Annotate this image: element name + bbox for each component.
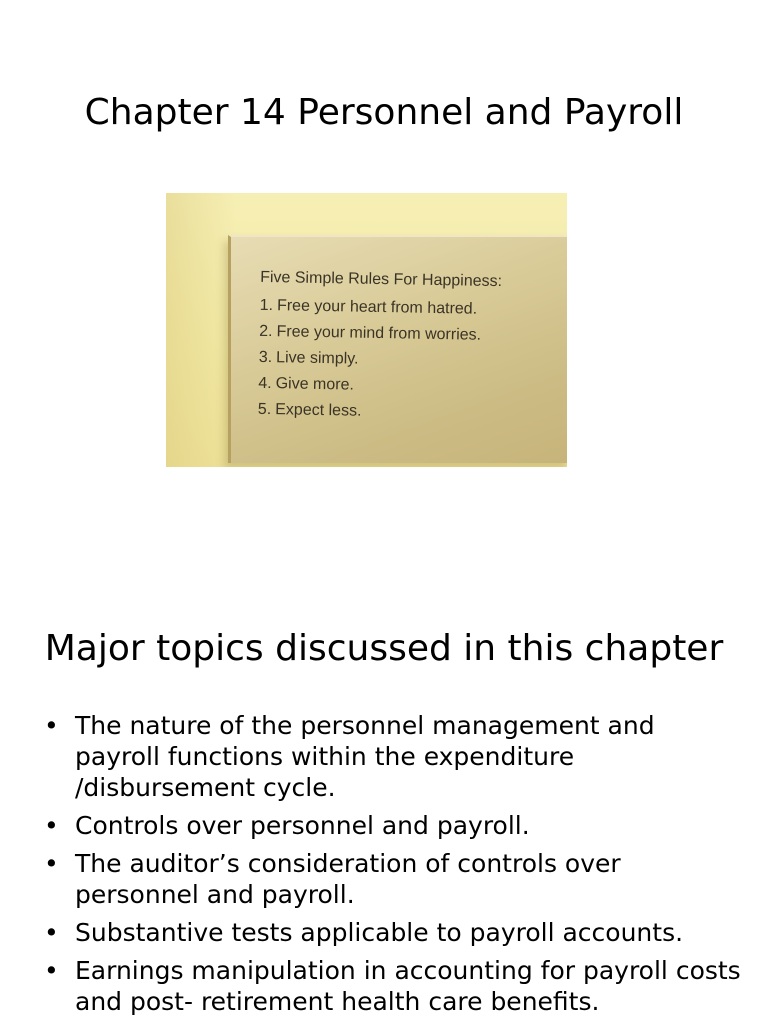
bullet-icon: • (44, 956, 59, 985)
topic-list (44, 710, 744, 1024)
plaque-heading: Five Simple Rules For Happiness: (260, 268, 503, 291)
rule-number: 4. (258, 374, 272, 393)
plaque-text (258, 265, 503, 427)
slide-title: Major topics discussed in this chapter (44, 628, 724, 669)
bullet-icon: • (44, 711, 59, 740)
plaque-rule (258, 397, 500, 427)
list-item-text: Substantive tests applicable to payroll accounts. (75, 918, 684, 947)
rule-number: 2. (259, 322, 273, 341)
rule-text: Free your heart from hatred. (276, 297, 478, 318)
plaque-photo (166, 193, 567, 467)
list-item (44, 955, 744, 1017)
rule-number: 1. (259, 296, 274, 315)
list-item (44, 710, 744, 803)
rule-text: Give more. (275, 375, 355, 394)
rule-number: 3. (258, 348, 273, 367)
slide-title: Chapter 14 Personnel and Payroll (84, 92, 684, 133)
list-item (44, 848, 744, 910)
list-item (44, 917, 744, 948)
rule-number: 5. (257, 400, 272, 419)
list-item-text: Controls over personnel and payroll. (75, 811, 530, 840)
rule-text: Expect less. (275, 401, 362, 420)
list-item-text: Earnings manipulation in accounting for payroll costs and post- retirement health care benefits. (75, 956, 741, 1016)
bullet-icon: • (44, 918, 59, 947)
photo-shadow (166, 193, 236, 467)
rule-text: Live simply. (275, 349, 359, 368)
brass-plaque (228, 235, 567, 463)
list-item-text: The nature of the personnel management and payroll functions within the expenditure /disbursement cycle. (75, 711, 655, 802)
bullet-icon: • (44, 811, 59, 840)
bullet-icon: • (44, 849, 59, 878)
plaque-rules (258, 293, 502, 427)
list-item (44, 810, 744, 841)
slide-2 (0, 600, 768, 1024)
rule-text: Free your mind from worries. (276, 323, 482, 344)
list-item-text: The auditor’s consideration of controls over personnel and payroll. (75, 849, 621, 909)
